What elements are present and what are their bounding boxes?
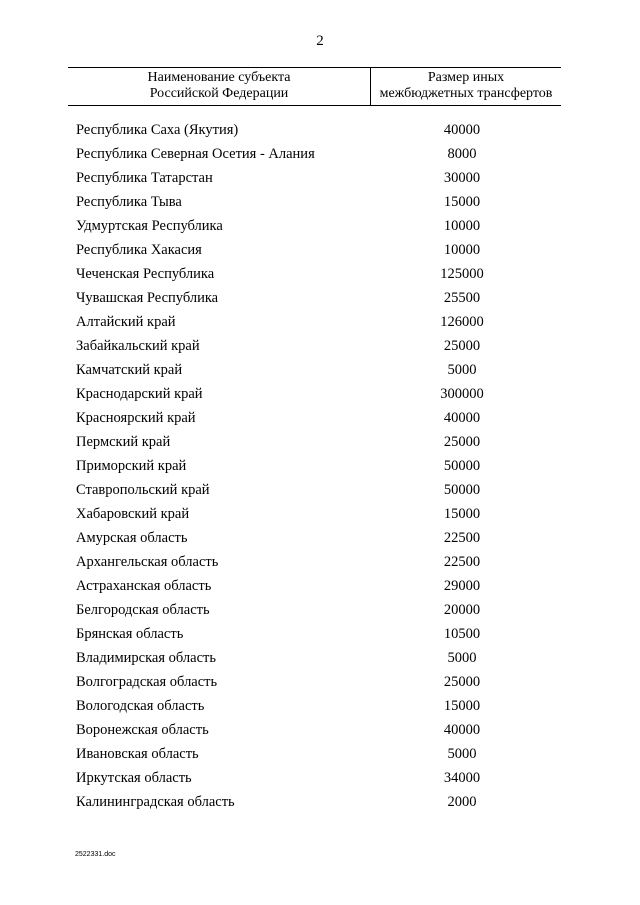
transfer-amount: 50000 xyxy=(443,481,481,498)
subject-name: Приморский край xyxy=(76,457,187,474)
table-row xyxy=(68,382,561,406)
document-filename: 2522331.doc xyxy=(75,851,116,858)
transfer-amount: 40000 xyxy=(443,409,481,426)
table-row xyxy=(68,478,561,502)
table-row xyxy=(68,214,561,238)
table-row xyxy=(68,286,561,310)
table-row xyxy=(68,718,561,742)
table-row xyxy=(68,358,561,382)
subject-name: Брянская область xyxy=(76,625,184,642)
transfer-amount: 15000 xyxy=(443,697,481,714)
transfer-amount: 40000 xyxy=(443,721,481,738)
subject-name: Волгоградская область xyxy=(76,673,218,690)
transfer-amount: 5000 xyxy=(447,649,477,666)
subject-name: Вологодская область xyxy=(76,697,205,714)
table-row xyxy=(68,694,561,718)
table-row xyxy=(68,742,561,766)
table-row xyxy=(68,646,561,670)
header-subject-name xyxy=(68,68,371,105)
table-row xyxy=(68,118,561,142)
transfer-amount: 10000 xyxy=(443,217,481,234)
subject-name: Пермский край xyxy=(76,433,171,450)
transfer-amount: 25000 xyxy=(443,337,481,354)
subject-name: Удмуртская Республика xyxy=(76,217,223,234)
subject-name: Республика Тыва xyxy=(76,193,182,210)
transfer-amount: 125000 xyxy=(440,265,484,282)
table-row xyxy=(68,430,561,454)
page-number: 2 xyxy=(316,33,324,49)
table-row xyxy=(68,766,561,790)
table-row xyxy=(68,262,561,286)
header-transfer-amount-line2: межбюджетных трансфертов xyxy=(379,86,553,101)
table-row xyxy=(68,334,561,358)
subject-name: Алтайский край xyxy=(76,313,176,330)
transfer-amount: 300000 xyxy=(440,385,484,402)
subject-name: Астраханская область xyxy=(76,577,212,594)
subject-name: Хабаровский край xyxy=(76,505,190,522)
table-row xyxy=(68,142,561,166)
subject-name: Калининградская область xyxy=(76,793,235,810)
table-header xyxy=(68,67,561,106)
table-body xyxy=(68,118,561,814)
table-row xyxy=(68,598,561,622)
header-transfer-amount-line1: Размер иных xyxy=(427,70,505,85)
subject-name: Владимирская область xyxy=(76,649,216,666)
subject-name: Камчатский край xyxy=(76,361,183,378)
subject-name: Республика Хакасия xyxy=(76,241,202,258)
transfer-amount: 25000 xyxy=(443,673,481,690)
header-transfer-amount xyxy=(371,68,561,105)
transfer-amount: 25500 xyxy=(443,289,481,306)
transfer-amount: 20000 xyxy=(443,601,481,618)
table-row xyxy=(68,574,561,598)
table-row xyxy=(68,166,561,190)
header-subject-name-line1: Наименование субъекта xyxy=(147,70,291,85)
subject-name: Ставропольский край xyxy=(76,481,210,498)
subject-name: Республика Саха (Якутия) xyxy=(76,121,239,138)
subject-name: Республика Татарстан xyxy=(76,169,213,186)
transfer-amount: 15000 xyxy=(443,193,481,210)
transfer-amount: 50000 xyxy=(443,457,481,474)
table-row xyxy=(68,550,561,574)
transfer-amount: 22500 xyxy=(443,553,481,570)
subject-name: Архангельская область xyxy=(76,553,219,570)
table-row xyxy=(68,454,561,478)
subject-name: Республика Северная Осетия - Алания xyxy=(76,145,315,162)
subject-name: Иркутская область xyxy=(76,769,192,786)
transfer-amount: 10500 xyxy=(443,625,481,642)
transfer-amount: 29000 xyxy=(443,577,481,594)
transfer-amount: 8000 xyxy=(447,145,477,162)
subject-name: Воронежская область xyxy=(76,721,209,738)
table-row xyxy=(68,670,561,694)
table-row xyxy=(68,622,561,646)
transfer-amount: 126000 xyxy=(440,313,484,330)
transfer-amount: 34000 xyxy=(443,769,481,786)
table-row xyxy=(68,190,561,214)
transfer-amount: 40000 xyxy=(443,121,481,138)
subject-name: Красноярский край xyxy=(76,409,196,426)
subject-name: Чеченская Республика xyxy=(76,265,215,282)
table-row xyxy=(68,526,561,550)
transfer-amount: 15000 xyxy=(443,505,481,522)
transfer-amount: 2000 xyxy=(447,793,477,810)
subject-name: Ивановская область xyxy=(76,745,199,762)
subject-name: Краснодарский край xyxy=(76,385,203,402)
subject-name: Забайкальский край xyxy=(76,337,200,354)
transfer-amount: 25000 xyxy=(443,433,481,450)
transfer-amount: 5000 xyxy=(447,745,477,762)
subject-name: Чувашская Республика xyxy=(76,289,219,306)
table-row xyxy=(68,790,561,814)
transfer-amount: 30000 xyxy=(443,169,481,186)
transfer-amount: 5000 xyxy=(447,361,477,378)
subject-name: Амурская область xyxy=(76,529,188,546)
table-row xyxy=(68,502,561,526)
transfer-amount: 22500 xyxy=(443,529,481,546)
table-row xyxy=(68,406,561,430)
table-row xyxy=(68,310,561,334)
transfer-amount: 10000 xyxy=(443,241,481,258)
table-row xyxy=(68,238,561,262)
subject-name: Белгородская область xyxy=(76,601,210,618)
header-subject-name-line2: Российской Федерации xyxy=(149,86,289,101)
